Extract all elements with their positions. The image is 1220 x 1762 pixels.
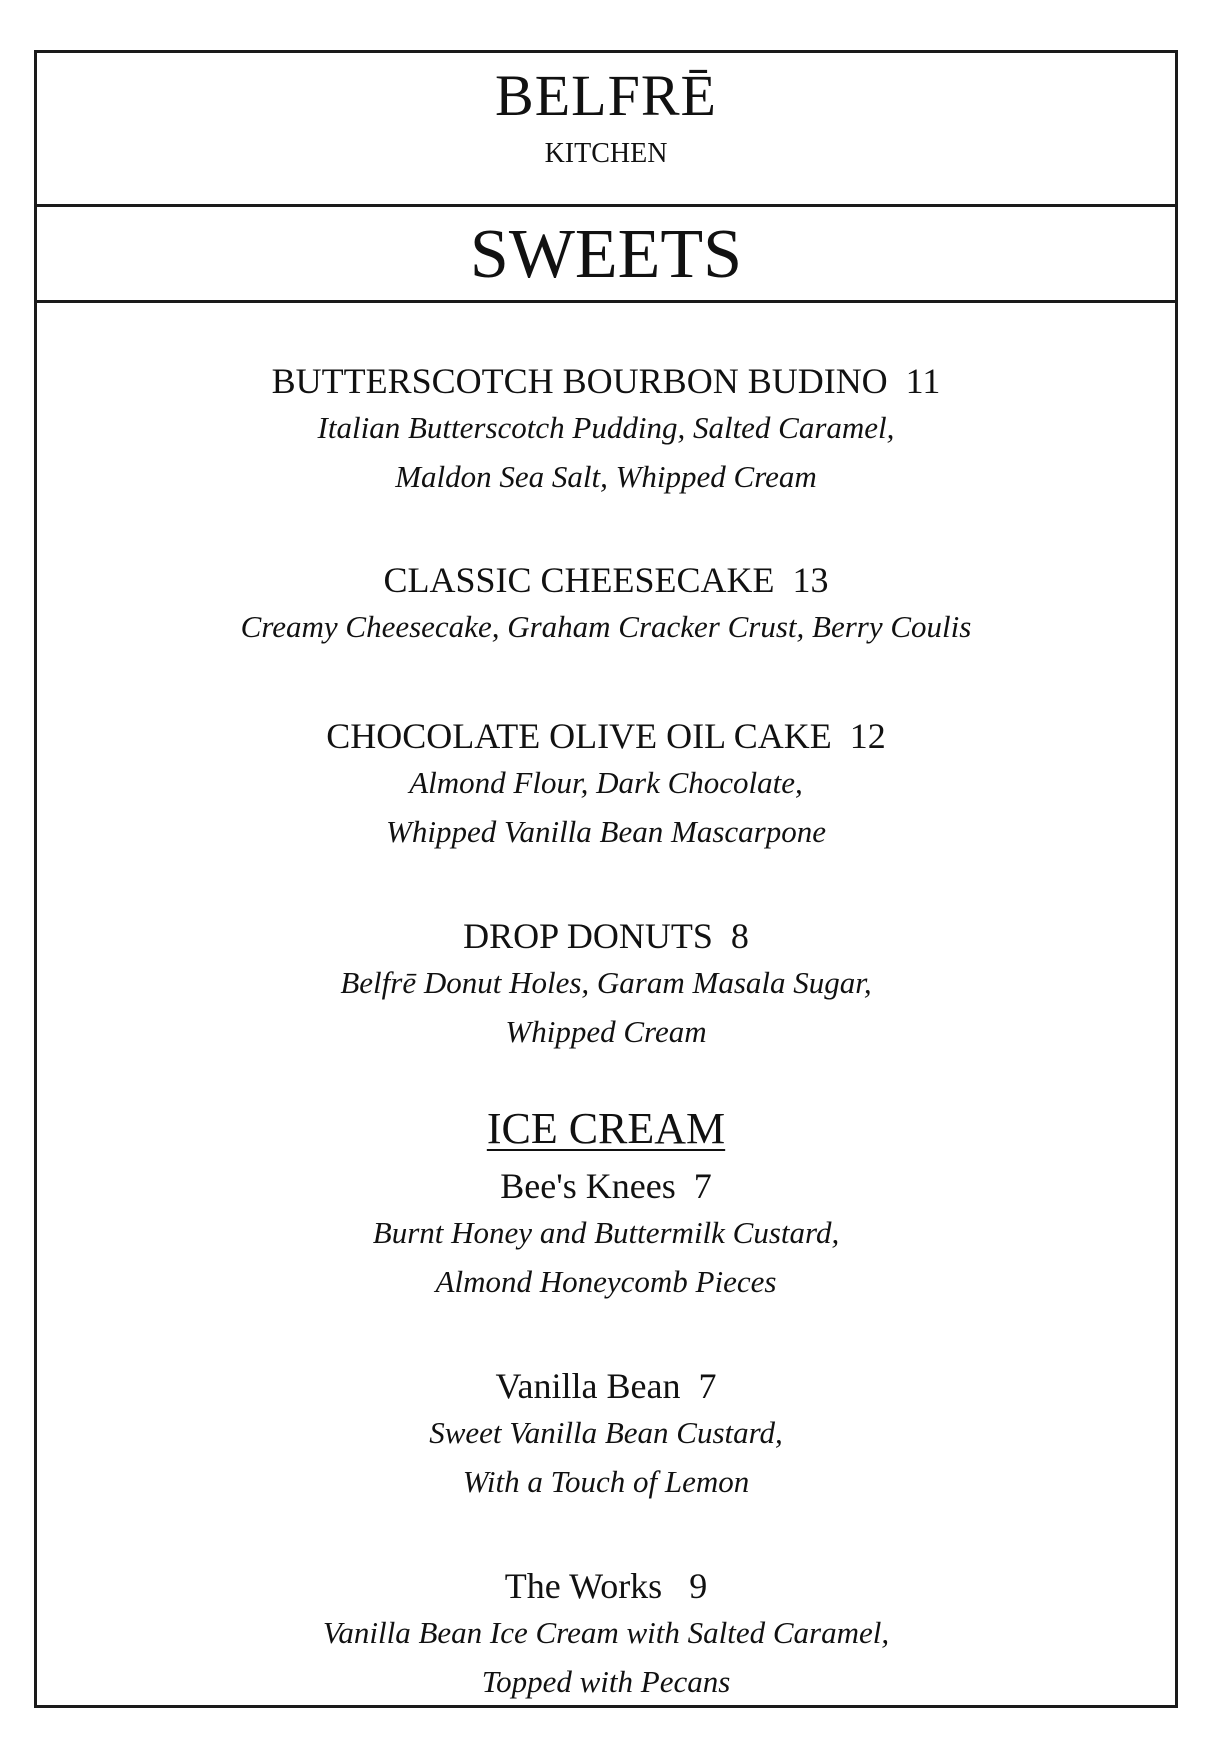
brand-name: BELFRĒ bbox=[495, 63, 717, 128]
menu-item-description: Maldon Sea Salt, Whipped Cream bbox=[395, 459, 817, 494]
menu-item-description: Whipped Vanilla Bean Mascarpone bbox=[386, 814, 826, 849]
menu-item-description: Vanilla Bean Ice Cream with Salted Caramel, bbox=[322, 1615, 890, 1650]
header bbox=[37, 53, 1175, 207]
menu-item-description: Sweet Vanilla Bean Custard, bbox=[429, 1415, 783, 1450]
menu-item-drop-donuts bbox=[37, 914, 1175, 1056]
menu-item-description: Creamy Cheesecake, Graham Cracker Crust, Berry Coulis bbox=[240, 609, 972, 644]
menu-item-name: BUTTERSCOTCH BOURBON BUDINO 11 bbox=[271, 361, 941, 401]
brand-subtitle: KITCHEN bbox=[544, 138, 668, 169]
menu-item-description: Belfrē Donut Holes, Garam Masala Sugar, bbox=[340, 965, 872, 1000]
menu-item-name: Vanilla Bean 7 bbox=[495, 1366, 717, 1406]
menu-item-butterscotch-budino bbox=[37, 359, 1175, 501]
menu-item-vanilla-bean bbox=[37, 1364, 1175, 1506]
ice-cream-heading: ICE CREAM bbox=[486, 1104, 726, 1153]
menu-item-name: CHOCOLATE OLIVE OIL CAKE 12 bbox=[326, 716, 886, 756]
menu-item-classic-cheesecake bbox=[37, 558, 1175, 651]
menu-item-description: Almond Honeycomb Pieces bbox=[435, 1264, 777, 1299]
menu-item-bees-knees bbox=[37, 1164, 1175, 1306]
section-title: SWEETS bbox=[469, 216, 743, 293]
menu-item-description: With a Touch of Lemon bbox=[462, 1464, 750, 1499]
section-title-band bbox=[37, 207, 1175, 303]
menu-item-name: CLASSIC CHEESECAKE 13 bbox=[383, 560, 829, 600]
menu-item-description: Topped with Pecans bbox=[481, 1664, 731, 1699]
menu-item-the-works bbox=[37, 1564, 1175, 1706]
menu-item-description: Italian Butterscotch Pudding, Salted Caramel, bbox=[317, 410, 895, 445]
menu-item-name: The Works 9 bbox=[504, 1566, 708, 1606]
menu-item-name: Bee's Knees 7 bbox=[500, 1166, 712, 1206]
menu-frame bbox=[34, 50, 1178, 1708]
menu-item-description: Whipped Cream bbox=[505, 1014, 707, 1049]
menu-item-chocolate-olive-oil-cake bbox=[37, 714, 1175, 856]
menu-item-description: Burnt Honey and Buttermilk Custard, bbox=[372, 1215, 840, 1250]
menu-item-description: Almond Flour, Dark Chocolate, bbox=[409, 765, 803, 800]
menu-item-name: DROP DONUTS 8 bbox=[463, 916, 749, 956]
